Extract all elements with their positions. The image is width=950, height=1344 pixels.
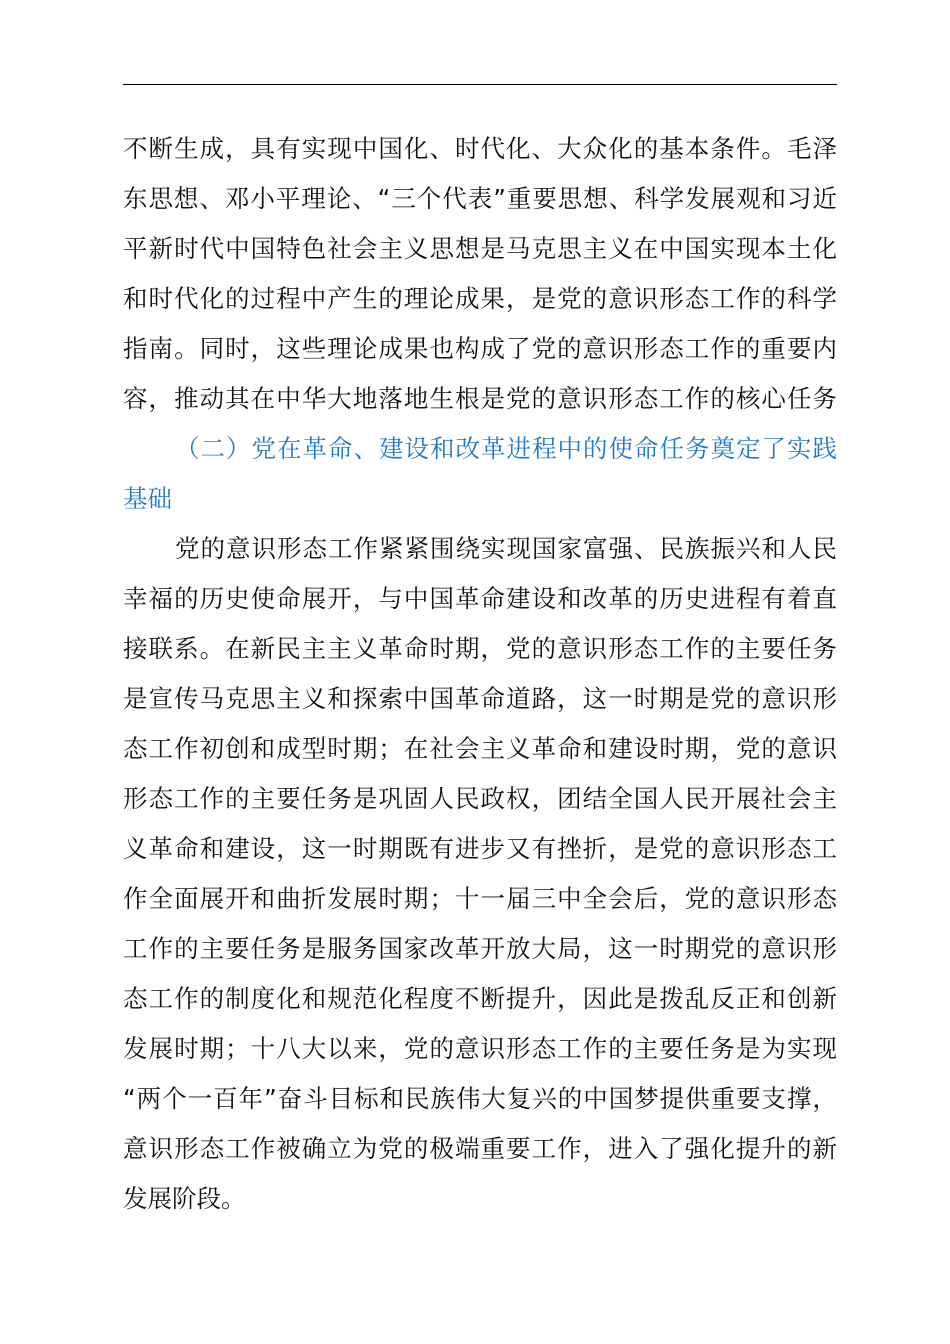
paragraph-line: 和时代化的过程中产生的理论成果，是党的意识形态工作的科学 bbox=[123, 284, 837, 313]
section-heading-line: （二）党在革命、建设和改革进程中的使命任务奠定了实践 bbox=[175, 434, 837, 463]
paragraph-line: 发展阶段。 bbox=[123, 1184, 246, 1213]
paragraph-line: 形态工作的主要任务是巩固人民政权，团结全国人民开展社会主 bbox=[123, 784, 837, 813]
paragraph-line: 平新时代中国特色社会主义思想是马克思主义在中国实现本土化 bbox=[123, 234, 837, 263]
paragraph-line: 发展时期；十八大以来，党的意识形态工作的主要任务是为实现 bbox=[123, 1034, 837, 1063]
paragraph-line: 是宣传马克思主义和探索中国革命道路，这一时期是党的意识形 bbox=[123, 684, 837, 713]
paragraph-line: 作全面展开和曲折发展时期；十一届三中全会后，党的意识形态 bbox=[123, 884, 837, 913]
paragraph-line: 不断生成，具有实现中国化、时代化、大众化的基本条件。毛泽 bbox=[123, 134, 837, 163]
paragraph-line: 态工作初创和成型时期；在社会主义革命和建设时期，党的意识 bbox=[123, 734, 837, 763]
header-rule bbox=[123, 84, 837, 85]
paragraph-line: “两个一百年”奋斗目标和民族伟大复兴的中国梦提供重要支撑， bbox=[123, 1084, 837, 1113]
paragraph-line: 东思想、邓小平理论、“三个代表”重要思想、科学发展观和习近 bbox=[123, 184, 837, 213]
paragraph-line: 工作的主要任务是服务国家改革开放大局，这一时期党的意识形 bbox=[123, 934, 837, 963]
paragraph-line: 党的意识形态工作紧紧围绕实现国家富强、民族振兴和人民 bbox=[175, 534, 837, 563]
paragraph-line: 指南。同时，这些理论成果也构成了党的意识形态工作的重要内 bbox=[123, 334, 837, 363]
section-heading bbox=[123, 424, 837, 524]
paragraph-line: 义革命和建设，这一时期既有进步又有挫折，是党的意识形态工 bbox=[123, 834, 837, 863]
paragraph-line: 幸福的历史使命展开，与中国革命建设和改革的历史进程有着直 bbox=[123, 584, 837, 613]
paragraph-2 bbox=[123, 524, 837, 1224]
paragraph-line: 容，推动其在中华大地落地生根是党的意识形态工作的核心任务 bbox=[123, 384, 837, 413]
paragraph-line: 意识形态工作被确立为党的极端重要工作，进入了强化提升的新 bbox=[123, 1134, 837, 1163]
paragraph-line: 态工作的制度化和规范化程度不断提升，因此是拨乱反正和创新 bbox=[123, 984, 837, 1013]
paragraph-line: 接联系。在新民主主义革命时期，党的意识形态工作的主要任务 bbox=[123, 634, 837, 663]
paragraph-1 bbox=[123, 124, 837, 424]
section-heading-line: 基础 bbox=[123, 484, 172, 513]
document-body bbox=[123, 124, 837, 1224]
